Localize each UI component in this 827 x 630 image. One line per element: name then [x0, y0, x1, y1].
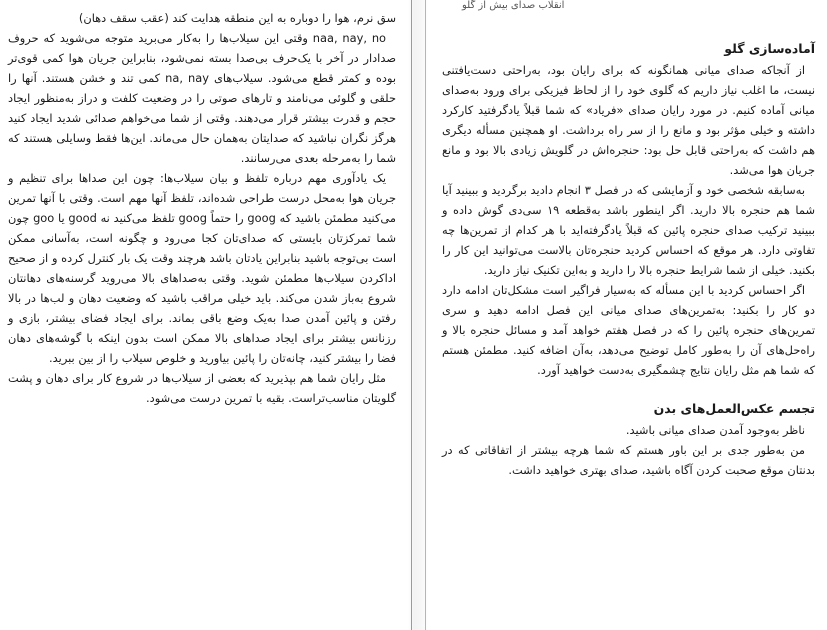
gutter-line-right: [425, 0, 426, 630]
left-paragraph-3: یک یادآوری مهم درباره تلفظ و بیان سیلاب‌ها: چون این صداها برای تنظیم و جریان هوا به‌محل درست طراحی شده‌اند، تلفظ آنها مهم است. وقتی با آنها تمرین می‌کنید مطمئن باشید که goog را حتماً goog تلفظ می‌کنید نه good یا goo چون شما تمرکزتان بایستی که صدای‌تان کجا می‌رود و چگونه است، به‌آسانی ممکن است بی‌توجه باشید بنابراین یادتان باشد هرچند وقت یک بار کنترل کرده و از صحیح اداکردن سیلاب‌ها مطمئن شوید. وقتی به‌صداهای بالا می‌روید گرسنه‌های دهانتان شروع به‌باز شدن می‌کند. باید خیلی مراقب باشید که وضعیت دهان و لب‌ها در بالا رفتن و پائین آمدن صدا به‌یک وضع باقی بماند. برای ایجاد فضای بیشتر، بازی و رزنانس بیشتر برای ایجاد صداهای بالا ممکن است بدون اینکه با گوشه‌های دهان فضا را بیشتر کنید، چانه‌تان را پائین بیاورید و خلوص سیلاب را از بین ببرید.: [8, 171, 397, 365]
section-heading-body-reactions: تجسم عکس‌العمل‌های بدن: [653, 401, 815, 416]
right-paragraph-4: ناظر به‌وجود آمدن صدای میانی باشید.: [625, 423, 805, 437]
gutter-line-left: [411, 0, 412, 630]
right-paragraph-3: اگر احساس کردید با این مسأله که به‌سیار فراگیر است مشکل‌تان ادامه دارد دو کار را بکنید: به‌تمرین‌های صدای میانی این فصل ادامه دهید و سری تمرین‌های حنجره پائین را که در فصل هفتم خواهد آمد و مسائل حنجره بالا و راه‌حل‌های آن را به‌طور کامل توضیح می‌دهد، به‌آن اضافه کنید. مطمئن هستم که شما هم مثل رایان نتایج چشمگیری به‌دست خواهید آورد.: [442, 283, 815, 377]
right-paragraph-1: از آنجاکه صدای میانی همانگونه که برای رایان بود، به‌راحتی دست‌یافتنی نیست، ما اغلب نیاز داریم که گلوی خود را از لحاظ فیزیکی برای ورود به‌صدای میانی آماده کنیم. در مورد رایان صدای «فریاد» که شما قبلاً یادگرفتید کارکرد داشته و خیلی مؤثر بود و مانع را از سر راه برداشت. او همچنین مسأله دیگری هم داشت که به‌راحتی قابل حل بود: حنجره‌اش در گلویش زیادی بالا بود و مانع جریان هوا می‌شد.: [442, 63, 815, 177]
left-paragraph-1: سق نرم، هوا را دوباره به این منطقه هدایت کند (عقب سقف دهان): [78, 11, 396, 25]
right-paragraph-2: به‌سابقه شخصی خود و آزمایشی که در فصل ۳ انجام دادید برگردید و ببینید آیا شما هم حنجره بالا دارید. اگر اینطور باشد به‌قطعه ۱۹ سی‌دی گوش داده و ببینید ترکیب صدای حنجره پائین که قبلاً یادگرفته‌اید با هر کدام از تمرین‌ها چه تفاوتی دارد. هر موقع که احساس کردید حنجره‌تان بالاست می‌توانید این کار را بکنید. خیلی از شما شرایط حنجره بالا را دارید و به‌این تکنیک نیاز دارید.: [442, 183, 816, 277]
left-paragraph-2: naa, nay, no وقتی این سیلاب‌ها را به‌کار می‌برید متوجه می‌شوید که حروف صدادار در آخر با یک‌حرف بی‌صدا بسته نمی‌شود، بنابراین جریان هوا کمی قوی‌تر بوده و کمتر قطع می‌شود. سیلاب‌های na, nay کمی تند و خشن هستند. آنها را حلقی و گلوئی می‌نامند و تارهای صوتی را در وضعیت کلفت و دراز به‌منظور ایجاد حجم و قدرت بیشتر قرار می‌دهند. وقتی از شما می‌خواهم صدائی شدید ایجاد کنید هرگز نگران نباشید که صدایتان به‌همان حال می‌ماند. این‌ها فقط وسایلی هستند که شما را به‌مرحله بعدی می‌رسانند.: [8, 31, 397, 165]
right-paragraph-5: من به‌طور جدی بر این باور هستم که شما هرچه بیشتر از اتفاقاتی که در بدنتان موقع صحبت کردن آگاه باشید، صدای بهتری خواهید داشت.: [442, 443, 815, 477]
left-page: [0, 0, 408, 630]
running-head: انقلاب صدای بیش از گلو: [462, 0, 565, 11]
left-paragraph-4: مثل رایان شما هم بپذیرید که بعضی از سیلاب‌ها در شروع کار برای دهان و پشت گلویتان مناسب‌تراست. بقیه با تمرین درست می‌شود.: [8, 371, 396, 405]
section-heading-throat-prep: آماده‌سازی گلو: [724, 41, 815, 56]
right-page: [428, 0, 827, 630]
